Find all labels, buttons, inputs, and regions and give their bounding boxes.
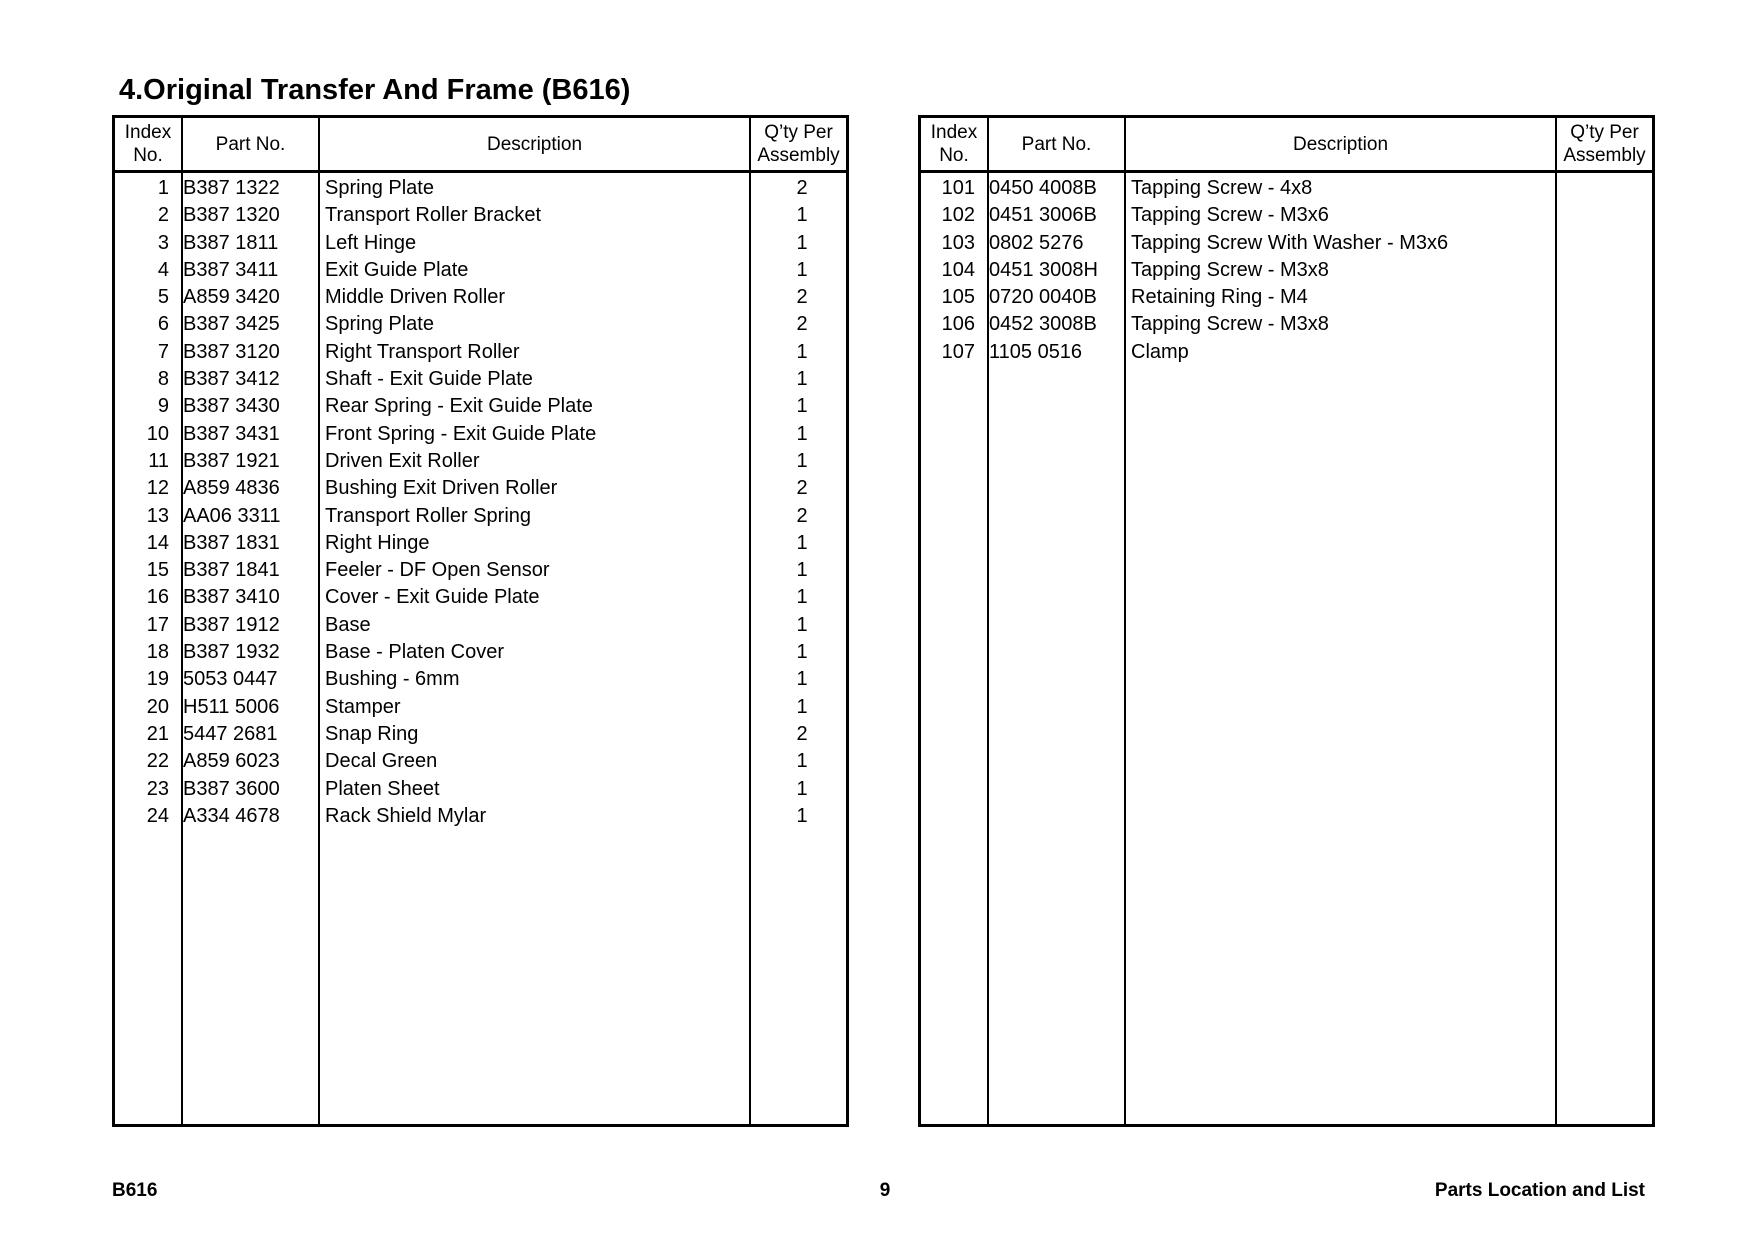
part-number-cell: A334 4678	[183, 804, 280, 827]
table-row	[115, 503, 846, 530]
index-cell: 107	[941, 340, 975, 363]
description-cell: Tapping Screw - M3x8	[1131, 258, 1329, 281]
table-row	[921, 311, 1652, 338]
header-divider	[921, 170, 1652, 173]
part-number-cell: 0452 3008B	[989, 313, 1097, 336]
header-part-no: Part No.	[215, 133, 286, 155]
table-row	[115, 257, 846, 284]
quantity-cell	[1561, 202, 1655, 229]
index-cell: 10	[146, 422, 169, 445]
description-cell: Front Spring - Exit Guide Plate	[325, 422, 597, 445]
header-index: Index No.	[124, 122, 172, 166]
part-number-cell: B387 1841	[183, 559, 280, 582]
part-number-cell: 0451 3008H	[989, 258, 1098, 281]
description-cell: Bushing Exit Driven Roller	[325, 477, 558, 500]
part-number-cell: B387 3431	[183, 422, 280, 445]
table-body	[921, 175, 1652, 366]
index-cell: 106	[941, 313, 975, 336]
table-row	[115, 694, 846, 721]
table-row	[115, 530, 846, 557]
description-cell: Transport Roller Bracket	[325, 204, 541, 227]
description-cell: Retaining Ring - M4	[1131, 286, 1308, 309]
index-cell: 5	[157, 286, 169, 309]
table-row	[115, 666, 846, 693]
index-cell: 3	[157, 231, 169, 254]
quantity-cell: 2	[796, 313, 808, 336]
table-row	[115, 475, 846, 502]
quantity-cell: 1	[796, 559, 808, 582]
index-cell: 21	[146, 722, 169, 745]
index-cell: 17	[146, 613, 169, 636]
description-cell: Base	[325, 613, 371, 636]
header-qty: Q’ty Per Assembly	[757, 122, 840, 166]
table-row	[115, 584, 846, 611]
index-cell: 12	[146, 477, 169, 500]
quantity-cell	[1561, 175, 1655, 202]
part-number-cell: 5447 2681	[183, 722, 278, 745]
quantity-cell: 1	[796, 668, 808, 691]
part-number-cell: B387 3411	[183, 258, 279, 281]
index-cell: 8	[157, 368, 169, 391]
footer-section: Parts Location and List	[1434, 1180, 1645, 1201]
part-number-cell: B387 1912	[183, 613, 280, 636]
description-cell: Right Hinge	[325, 531, 430, 554]
quantity-cell: 1	[796, 231, 808, 254]
description-cell: Tapping Screw With Washer - M3x6	[1131, 231, 1449, 254]
quantity-cell: 1	[796, 777, 808, 800]
index-cell: 7	[157, 340, 169, 363]
quantity-cell: 1	[796, 613, 808, 636]
description-cell: Transport Roller Spring	[325, 504, 532, 527]
part-number-cell: B387 3410	[183, 586, 280, 609]
quantity-cell: 1	[796, 395, 808, 418]
table-row	[115, 448, 846, 475]
description-cell: Feeler - DF Open Sensor	[325, 559, 550, 582]
index-cell: 15	[146, 559, 169, 582]
index-cell: 20	[146, 695, 169, 718]
quantity-cell: 1	[796, 368, 808, 391]
part-number-cell: A859 3420	[183, 286, 280, 309]
table-row	[115, 311, 846, 338]
part-number-cell: 0720 0040B	[989, 286, 1097, 309]
quantity-cell: 2	[796, 286, 808, 309]
quantity-cell: 1	[796, 750, 808, 773]
index-cell: 104	[941, 258, 975, 281]
part-number-cell: B387 3412	[183, 368, 280, 391]
description-cell: Decal Green	[325, 750, 438, 773]
header-index: Index No.	[930, 122, 978, 166]
table-row	[115, 803, 846, 830]
description-cell: Driven Exit Roller	[325, 449, 480, 472]
quantity-cell	[1561, 257, 1655, 284]
index-cell: 24	[146, 804, 169, 827]
index-cell: 11	[148, 449, 169, 472]
description-cell: Tapping Screw - 4x8	[1131, 177, 1313, 199]
index-cell: 101	[941, 177, 975, 199]
part-number-cell: B387 1831	[183, 531, 280, 554]
description-cell: Base - Platen Cover	[325, 641, 504, 664]
description-cell: Clamp	[1131, 340, 1189, 363]
index-cell: 19	[146, 668, 169, 691]
part-number-cell: 5053 0447	[183, 668, 278, 691]
parts-table-left	[112, 115, 849, 1127]
index-cell: 105	[941, 286, 975, 309]
header-divider	[115, 170, 846, 173]
description-cell: Shaft - Exit Guide Plate	[325, 368, 533, 391]
description-cell: Rack Shield Mylar	[325, 804, 487, 827]
page-title: 4.Original Transfer And Frame (B616)	[119, 74, 631, 106]
description-cell: Snap Ring	[325, 722, 419, 745]
index-cell: 14	[146, 531, 169, 554]
table-row	[921, 257, 1652, 284]
table-row	[115, 748, 846, 775]
table-row	[115, 366, 846, 393]
index-cell: 16	[146, 586, 169, 609]
quantity-cell: 1	[796, 804, 808, 827]
table-row	[115, 612, 846, 639]
header-description: Description	[1292, 133, 1389, 155]
part-number-cell: B387 1320	[183, 204, 280, 227]
quantity-cell: 1	[796, 586, 808, 609]
quantity-cell: 1	[796, 340, 808, 363]
quantity-cell: 1	[796, 258, 808, 281]
part-number-cell: B387 3600	[183, 777, 280, 800]
description-cell: Stamper	[325, 695, 401, 718]
index-cell: 9	[157, 395, 169, 418]
quantity-cell: 1	[796, 449, 808, 472]
description-cell: Exit Guide Plate	[325, 258, 469, 281]
page-number: 9	[879, 1180, 891, 1201]
header-description: Description	[486, 133, 583, 155]
part-number-cell: B387 1811	[183, 231, 279, 254]
table-row	[115, 393, 846, 420]
table-row	[115, 721, 846, 748]
quantity-cell: 1	[796, 204, 808, 227]
part-number-cell: 0451 3006B	[989, 204, 1097, 227]
table-row	[115, 639, 846, 666]
part-number-cell: B387 3430	[183, 395, 280, 418]
description-cell: Tapping Screw - M3x8	[1131, 313, 1329, 336]
quantity-cell: 2	[796, 477, 808, 500]
table-row	[115, 284, 846, 311]
part-number-cell: 0450 4008B	[989, 177, 1097, 199]
part-number-cell: B387 3120	[183, 340, 280, 363]
part-number-cell: 0802 5276	[989, 231, 1084, 254]
quantity-cell: 2	[796, 177, 808, 199]
description-cell: Tapping Screw - M3x6	[1131, 204, 1329, 227]
table-row	[115, 776, 846, 803]
quantity-cell	[1561, 284, 1655, 311]
table-row	[921, 230, 1652, 257]
index-cell: 18	[146, 641, 169, 664]
index-cell: 23	[146, 777, 169, 800]
table-row	[921, 339, 1652, 366]
description-cell: Spring Plate	[325, 313, 434, 336]
description-cell: Bushing - 6mm	[325, 668, 460, 691]
table-row	[921, 175, 1652, 202]
description-cell: Middle Driven Roller	[325, 286, 506, 309]
table-body	[115, 175, 846, 830]
part-number-cell: A859 4836	[183, 477, 280, 500]
table-row	[115, 230, 846, 257]
quantity-cell: 2	[796, 722, 808, 745]
table-row	[115, 202, 846, 229]
part-number-cell: H511 5006	[183, 695, 280, 718]
part-number-cell: B387 1932	[183, 641, 280, 664]
header-part-no: Part No.	[1021, 133, 1092, 155]
part-number-cell: 1105 0516	[989, 340, 1083, 363]
quantity-cell: 1	[796, 531, 808, 554]
index-cell: 1	[157, 177, 169, 199]
table-row	[115, 175, 846, 202]
index-cell: 6	[157, 313, 169, 336]
quantity-cell	[1561, 230, 1655, 257]
footer-model: B616	[112, 1180, 158, 1201]
index-cell: 102	[941, 204, 975, 227]
part-number-cell: A859 6023	[183, 750, 280, 773]
quantity-cell	[1561, 339, 1655, 366]
description-cell: Rear Spring - Exit Guide Plate	[325, 395, 593, 418]
table-row	[115, 557, 846, 584]
index-cell: 2	[157, 204, 169, 227]
quantity-cell: 1	[796, 422, 808, 445]
part-number-cell: B387 3425	[183, 313, 280, 336]
index-cell: 22	[146, 750, 169, 773]
description-cell: Spring Plate	[325, 177, 434, 199]
description-cell: Platen Sheet	[325, 777, 440, 800]
header-qty: Q’ty Per Assembly	[1563, 122, 1646, 166]
quantity-cell: 1	[796, 641, 808, 664]
index-cell: 13	[146, 504, 169, 527]
parts-table-right	[918, 115, 1655, 1127]
table-row	[115, 421, 846, 448]
index-cell: 103	[941, 231, 975, 254]
table-row	[921, 284, 1652, 311]
table-row	[921, 202, 1652, 229]
table-row	[115, 339, 846, 366]
quantity-cell: 2	[796, 504, 808, 527]
part-number-cell: B387 1921	[183, 449, 280, 472]
part-number-cell: B387 1322	[183, 177, 280, 199]
description-cell: Cover - Exit Guide Plate	[325, 586, 540, 609]
description-cell: Left Hinge	[325, 231, 417, 254]
quantity-cell	[1561, 311, 1655, 338]
description-cell: Right Transport Roller	[325, 340, 520, 363]
index-cell: 4	[157, 258, 169, 281]
quantity-cell: 1	[796, 695, 808, 718]
part-number-cell: AA06 3311	[183, 504, 281, 527]
